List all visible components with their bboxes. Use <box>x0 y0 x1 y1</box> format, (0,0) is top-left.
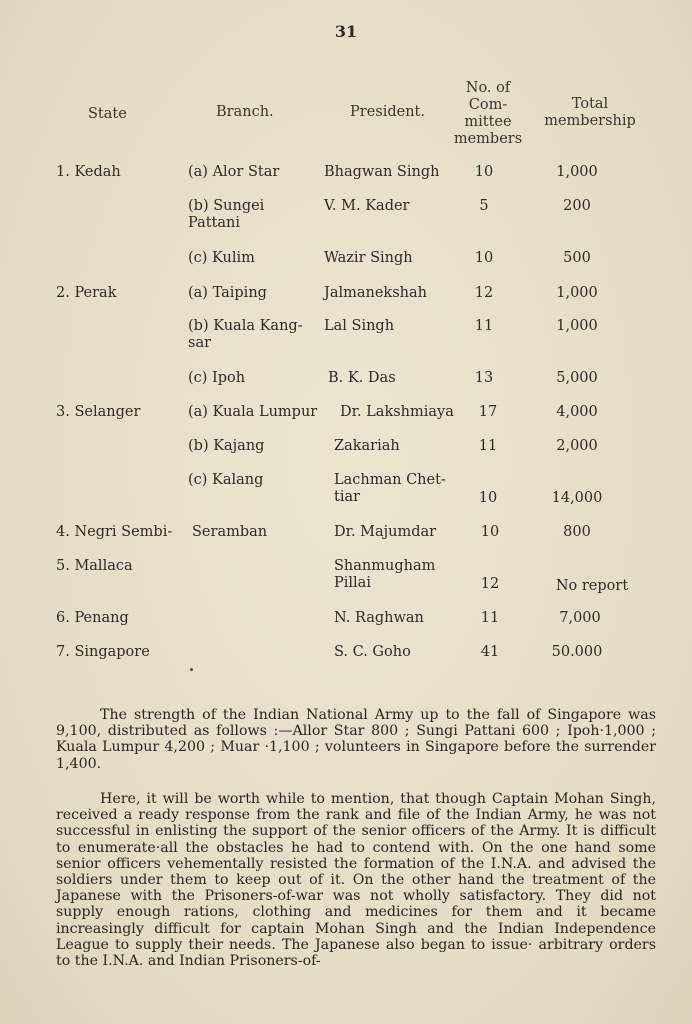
cell-committee: 13 <box>474 370 494 386</box>
table-row <box>0 318 692 358</box>
cell-state: 3. Selanger <box>56 404 141 420</box>
cell-total: 5,000 <box>556 370 598 386</box>
cell-committee: 10 <box>478 490 498 506</box>
cell-branch: Seramban <box>192 524 268 540</box>
cell-state: 6. Penang <box>56 610 129 626</box>
cell-state: 4. Negri Sembi- <box>56 524 173 540</box>
table-row <box>0 198 692 238</box>
cell-total: 7,000 <box>559 610 601 626</box>
cell-committee: 12 <box>474 285 494 301</box>
cell-committee: 41 <box>480 644 500 660</box>
cell-branch: (b) Sungei Pattani <box>188 198 265 231</box>
cell-president: Lachman Chet- tiar <box>334 472 446 505</box>
cell-committee: 11 <box>474 318 494 334</box>
header-total-membership: Total membership <box>544 96 636 129</box>
header-state: State <box>88 106 127 122</box>
table-row <box>0 250 692 290</box>
cell-branch: (a) Alor Star <box>188 164 280 180</box>
cell-committee: 12 <box>480 576 500 592</box>
cell-president: V. M. Kader <box>324 198 410 214</box>
ink-dot <box>190 668 193 671</box>
cell-committee: 10 <box>480 524 500 540</box>
page-number: 31 <box>334 22 358 41</box>
cell-total: No report <box>555 578 629 594</box>
cell-president: Jalmanekshah <box>324 285 427 301</box>
cell-president: Wazir Singh <box>324 250 413 266</box>
paragraph-mohan-singh: Here, it will be worth while to mention, that though Captain Mohan Singh, received a ready response from the rank and file of the Indian Army, he was not successful in enlisting the support of the senior officers of the Army. It is difficult to enumerate·all the obstacles he had to contend with. On the one hand some senior officers vehementally resisted the formation of the I.N.A. and advised the soldiers under them to keep out of it. On the other hand the treatment of the Japanese with the Prisoners-of-war was not wholly satisfactory. They did not supply enough rations, clothing and medicines for them and it became increasingly difficult for captain Mohan Singh and the Indian Independence League to supply their needs. The Japanese also began to issue· arbitrary orders to the I.N.A. and Indian Prisoners-of- <box>56 791 656 970</box>
cell-president: S. C. Goho <box>334 644 411 660</box>
cell-branch: (c) Ipoh <box>188 370 246 386</box>
cell-total: 200 <box>563 198 591 214</box>
cell-committee: 11 <box>480 610 500 626</box>
cell-president: B. K. Das <box>328 370 396 386</box>
cell-branch: (c) Kalang <box>188 472 264 488</box>
cell-president: Bhagwan Singh <box>324 164 440 180</box>
cell-committee: 11 <box>478 438 498 454</box>
cell-total: 2,000 <box>556 438 598 454</box>
cell-branch: (b) Kuala Kang- sar <box>188 318 303 351</box>
table-row <box>0 558 692 612</box>
cell-total: 1,000 <box>556 164 598 180</box>
cell-branch: (a) Kuala Lumpur <box>188 404 318 420</box>
cell-total: 500 <box>563 250 591 266</box>
cell-committee: 10 <box>474 250 494 266</box>
cell-committee: 10 <box>474 164 494 180</box>
table-row <box>0 472 692 526</box>
table-row <box>0 644 692 684</box>
cell-total: 1,000 <box>556 285 598 301</box>
cell-president: Dr. Lakshmiaya <box>340 404 454 420</box>
cell-president: Lal Singh <box>324 318 395 334</box>
header-committee-members: No. of Com- mittee members <box>453 80 523 147</box>
cell-total: 14,000 <box>551 490 603 506</box>
header-president: President. <box>350 104 425 120</box>
cell-total: 1,000 <box>556 318 598 334</box>
cell-state: 5. Mallaca <box>56 558 133 574</box>
cell-total: 4,000 <box>556 404 598 420</box>
cell-committee: 17 <box>478 404 498 420</box>
cell-committee: 5 <box>479 198 489 214</box>
cell-branch: (b) Kajang <box>188 438 265 454</box>
cell-branch: (c) Kulim <box>188 250 255 266</box>
cell-branch: (a) Taiping <box>188 285 267 301</box>
cell-president: N. Raghwan <box>334 610 424 626</box>
cell-state: 2. Perak <box>56 285 117 301</box>
cell-total: 50.000 <box>551 644 603 660</box>
cell-total: 800 <box>563 524 591 540</box>
cell-state: 7. Singapore <box>56 644 150 660</box>
cell-state: 1. Kedah <box>56 164 121 180</box>
cell-president: Zakariah <box>334 438 400 454</box>
header-branch: Branch. <box>216 104 274 120</box>
cell-president: Shanmugham Pillai <box>334 558 436 591</box>
cell-president: Dr. Majumdar <box>334 524 437 540</box>
paragraph-ina-strength: The strength of the Indian National Army up to the fall of Singapore was 9,100, distributed as follows :—Allor Star 800 ; Sungi Pattani 600 ; Ipoh·1,000 ; Kuala Lumpur 4,200 ; Muar ·1,100 ; volunteers in Singapore before the surrender 1,400. <box>56 707 656 772</box>
